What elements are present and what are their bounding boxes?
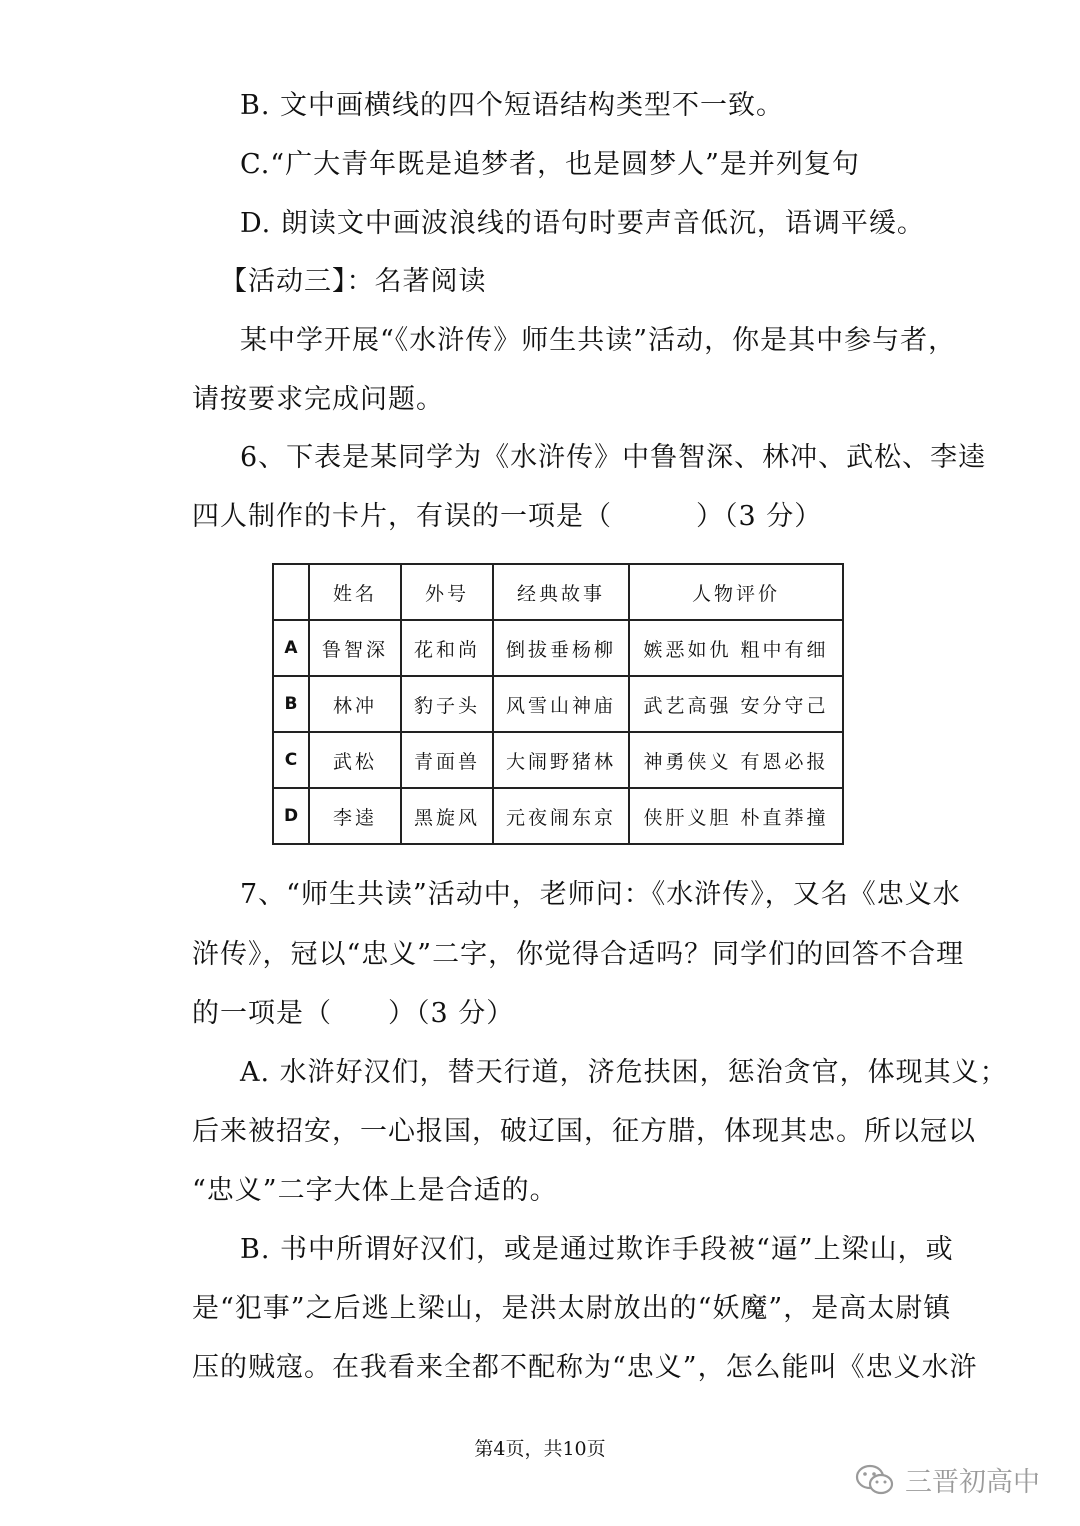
table-cell: 倒拔垂杨柳 — [493, 620, 629, 676]
question-7: 7、“师生共读”活动中，老师问：《水浒传》，又名《忠义水 — [240, 879, 961, 910]
answer-a-line: “忠义”二字大体上是合适的。 — [192, 1175, 558, 1206]
answer-b-line: 压的贼寇。在我看来全都不配称为“忠义”，怎么能叫《忠义水浒 — [192, 1352, 978, 1383]
table-cell: A — [273, 620, 309, 676]
option-c: C.“广大青年既是追梦者，也是圆梦人”是并列复句 — [240, 149, 860, 180]
table-cell: 风雪山神庙 — [493, 676, 629, 732]
table-cell: 大闹野猪林 — [493, 732, 629, 788]
page-footer: 第4页，共10页 — [474, 1438, 606, 1460]
option-b: B. 文中画横线的四个短语结构类型不一致。 — [240, 90, 785, 121]
table-cell: 侠肝义胆 朴直莽撞 — [629, 788, 843, 844]
table-row — [273, 732, 843, 788]
table-row — [273, 676, 843, 732]
table-cell: 元夜闹东京 — [493, 788, 629, 844]
table-cell: 嫉恶如仇 粗中有细 — [629, 620, 843, 676]
question-7-line: 的一项是（ ）（3 分） — [192, 998, 515, 1029]
answer-b-line: 是“犯事”之后逃上梁山，是洪太尉放出的“妖魔”，是高太尉镇 — [192, 1293, 952, 1324]
answer-b: B. 书中所谓好汉们，或是通过欺诈手段被“逼”上梁山，或 — [240, 1234, 954, 1265]
table-cell: 鲁智深 — [309, 620, 401, 676]
answer-a: A. 水浒好汉们，替天行道，济危扶困，惩治贪官，体现其义； — [240, 1057, 1008, 1088]
watermark — [855, 1460, 1040, 1499]
table-cell: 花和尚 — [401, 620, 493, 676]
answer-a-line: 后来被招安，一心报国，破辽国，征方腊，体现其忠。所以冠以 — [192, 1116, 976, 1147]
table-header-row — [273, 564, 843, 620]
table-cell: 黑旋风 — [401, 788, 493, 844]
table-cell: 林冲 — [309, 676, 401, 732]
watermark-text: 三晋初高中 — [905, 1467, 1040, 1498]
table-cell: 豹子头 — [401, 676, 493, 732]
question-6: 6、下表是某同学为《水浒传》中鲁智深、林冲、武松、李逵 — [240, 442, 987, 473]
wechat-icon — [855, 1464, 895, 1496]
table-header-cell: 人物评价 — [629, 564, 843, 620]
question-7-line: 浒传》，冠以“忠义”二字，你觉得合适吗？同学们的回答不合理 — [192, 939, 965, 970]
paragraph-line: 请按要求完成问题。 — [192, 384, 444, 415]
table-cell: D — [273, 788, 309, 844]
option-d: D. 朗读文中画波浪线的语句时要声音低沉，语调平缓。 — [240, 208, 925, 239]
table-header-cell: 姓名 — [309, 564, 401, 620]
table-header-cell: 经典故事 — [493, 564, 629, 620]
table-cell: 李逵 — [309, 788, 401, 844]
question-6-line: 四人制作的卡片，有误的一项是（ ）（3 分） — [192, 501, 823, 532]
table-row — [273, 620, 843, 676]
section-heading: 【活动三】：名著阅读 — [220, 266, 487, 297]
table-cell: 武松 — [309, 732, 401, 788]
table-cell: 神勇侠义 有恩必报 — [629, 732, 843, 788]
table-header-cell — [273, 564, 309, 620]
table-header-cell: 外号 — [401, 564, 493, 620]
table-row — [273, 788, 843, 844]
character-card-table — [272, 563, 844, 845]
table-cell: B — [273, 676, 309, 732]
paragraph-line: 某中学开展“《水浒传》师生共读”活动，你是其中参与者， — [240, 325, 957, 356]
table-cell: 武艺高强 安分守己 — [629, 676, 843, 732]
table-cell: C — [273, 732, 309, 788]
table-cell: 青面兽 — [401, 732, 493, 788]
